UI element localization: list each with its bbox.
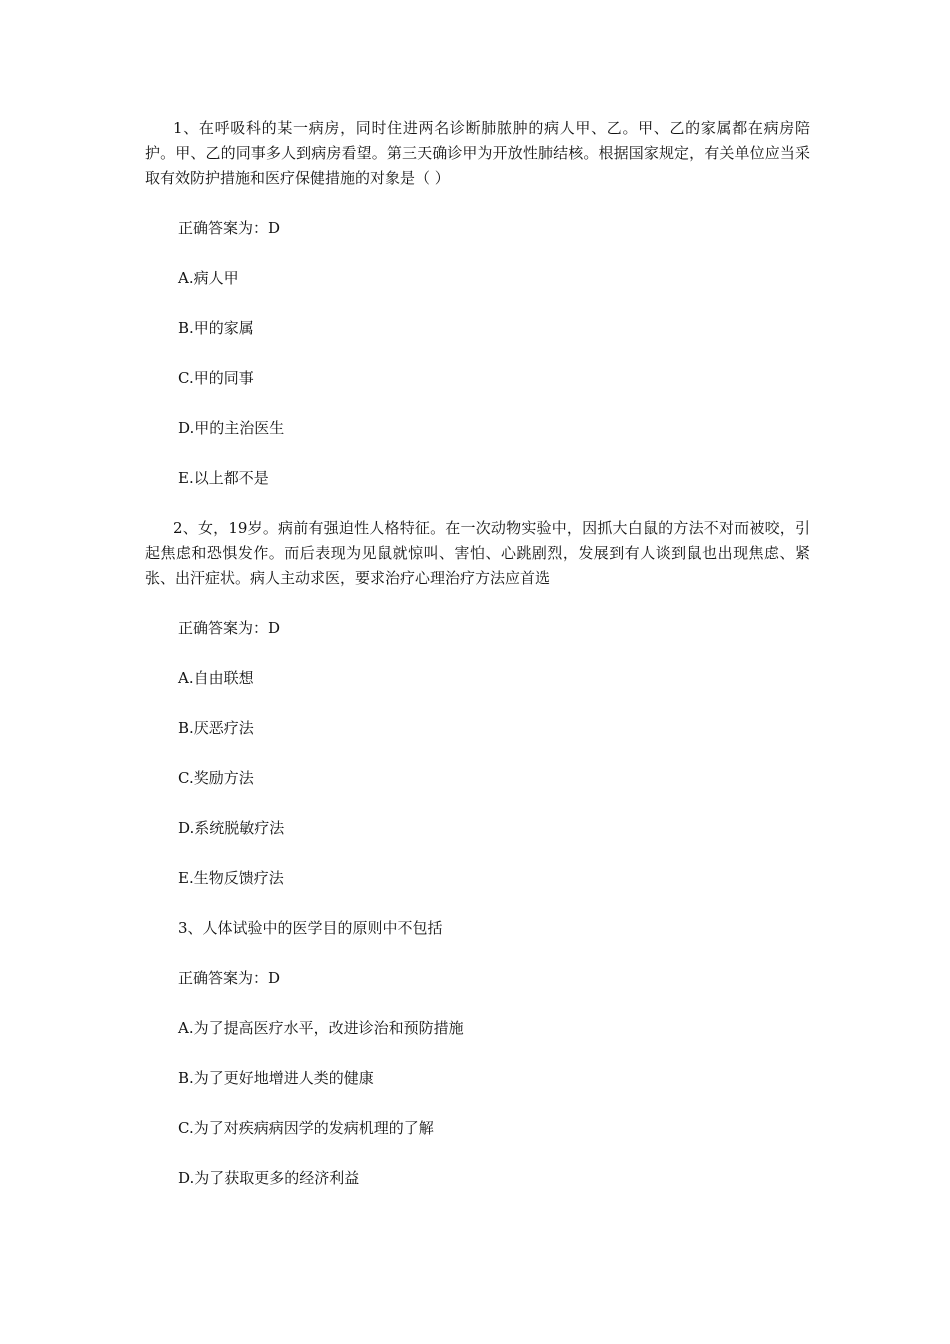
option-3b: B.为了更好地增进人类的健康 [178, 1069, 374, 1087]
option-3a: A.为了提高医疗水平，改进诊治和预防措施 [178, 1019, 464, 1037]
option-2c: C.奖励方法 [178, 769, 254, 787]
option-1a: A.病人甲 [178, 269, 239, 287]
option-1b: B.甲的家属 [178, 319, 254, 337]
option-2e: E.生物反馈疗法 [178, 869, 284, 887]
option-2a: A.自由联想 [178, 669, 254, 687]
option-2b: B.厌恶疗法 [178, 719, 254, 737]
option-3d: D.为了获取更多的经济利益 [178, 1169, 360, 1187]
option-1e: E.以上都不是 [178, 469, 269, 487]
answer-line-1: 正确答案为：D [178, 219, 281, 237]
option-3c: C.为了对疾病病因学的发病机理的了解 [178, 1119, 434, 1137]
question-stem-2: 2、女，19岁。病前有强迫性人格特征。在一次动物实验中，因抓大白鼠的方法不对而被咬，引起焦虑和恐惧发作。而后表现为见鼠就惊叫、害怕、心跳剧烈，发展到有人谈到鼠也出现焦虑、紧张、出汗症状。病人主动求医，要求治疗心理治疗方法应首选 [145, 519, 810, 587]
document-page [145, 116, 810, 1191]
question-stem-1: 1、在呼吸科的某一病房，同时住进两名诊断肺脓肿的病人甲、乙。甲、乙的家属都在病房陪护。甲、乙的同事多人到病房看望。第三天确诊甲为开放性肺结核。根据国家规定，有关单位应当采取有效防护措施和医疗保健措施的对象是（ ） [145, 119, 810, 187]
option-1c: C.甲的同事 [178, 369, 254, 387]
option-1d: D.甲的主治医生 [178, 419, 285, 437]
option-2d: D.系统脱敏疗法 [178, 819, 285, 837]
answer-line-3: 正确答案为：D [178, 969, 281, 987]
question-stem-3: 3、人体试验中的医学目的原则中不包括 [178, 919, 443, 937]
answer-line-2: 正确答案为：D [178, 619, 281, 637]
